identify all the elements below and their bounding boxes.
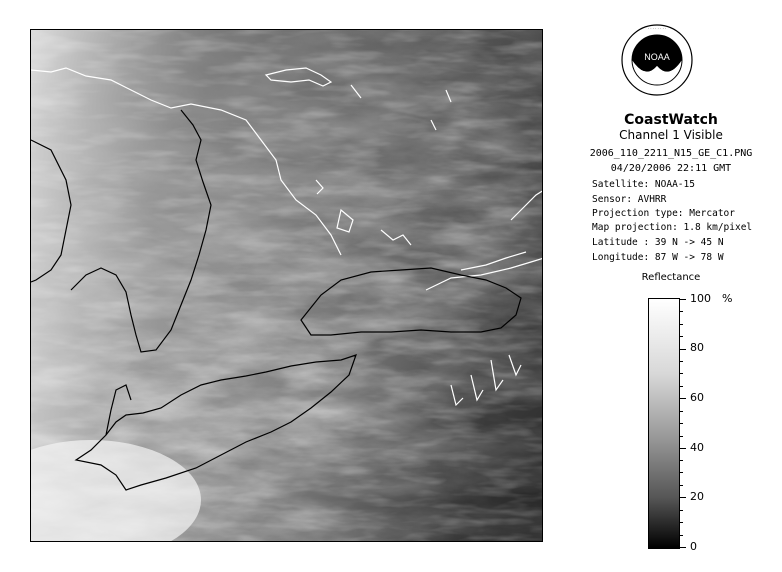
minor-tick [680, 510, 683, 511]
minor-tick [680, 423, 683, 424]
minor-tick [680, 386, 683, 387]
datetime: 04/20/2006 22:11 GMT [610, 163, 732, 174]
legend-unit: % [722, 292, 733, 305]
tick-label: 80 [690, 341, 704, 354]
minor-tick [680, 324, 683, 325]
map-projection-info: Map projection: 1.8 km/pixel [592, 222, 753, 233]
channel-label: Channel 1 Visible [619, 128, 723, 142]
noaa-logo [620, 22, 694, 108]
svg-text:· · · · · · · ·: · · · · · · · · [647, 26, 667, 31]
filename: 2006_110_2211_N15_GE_C1.PNG [589, 148, 753, 159]
minor-tick [680, 485, 683, 486]
brand-title: CoastWatch [624, 112, 718, 128]
minor-tick [680, 336, 683, 337]
tick-mark [680, 448, 686, 449]
tick-mark [680, 349, 686, 350]
minor-tick [680, 411, 683, 412]
projection-type-info: Projection type: Mercator [592, 208, 735, 219]
legend-title: Reflectance [641, 272, 701, 283]
reflectance-colorbar [648, 298, 680, 549]
satellite-info: Satellite: NOAA-15 [592, 179, 695, 190]
minor-tick [680, 535, 683, 536]
minor-tick [680, 436, 683, 437]
tick-mark [680, 299, 686, 300]
minor-tick [680, 460, 683, 461]
minor-tick [680, 472, 683, 473]
satellite-image [30, 29, 543, 542]
tick-mark [680, 497, 686, 498]
tick-mark [680, 547, 686, 548]
tick-label: 40 [690, 441, 704, 454]
tick-mark [680, 398, 686, 399]
longitude-info: Longitude: 87 W -> 78 W [592, 252, 724, 263]
latitude-info: Latitude : 39 N -> 45 N [592, 237, 724, 248]
svg-text:NOAA: NOAA [644, 52, 670, 62]
tick-label: 60 [690, 391, 704, 404]
sensor-info: Sensor: AVHRR [592, 194, 667, 205]
tick-label: 0 [690, 540, 697, 553]
tick-label: 20 [690, 490, 704, 503]
minor-tick [680, 522, 683, 523]
minor-tick [680, 373, 683, 374]
minor-tick [680, 311, 683, 312]
minor-tick [680, 361, 683, 362]
map-svg [31, 30, 543, 542]
tick-label: 100 [690, 292, 711, 305]
